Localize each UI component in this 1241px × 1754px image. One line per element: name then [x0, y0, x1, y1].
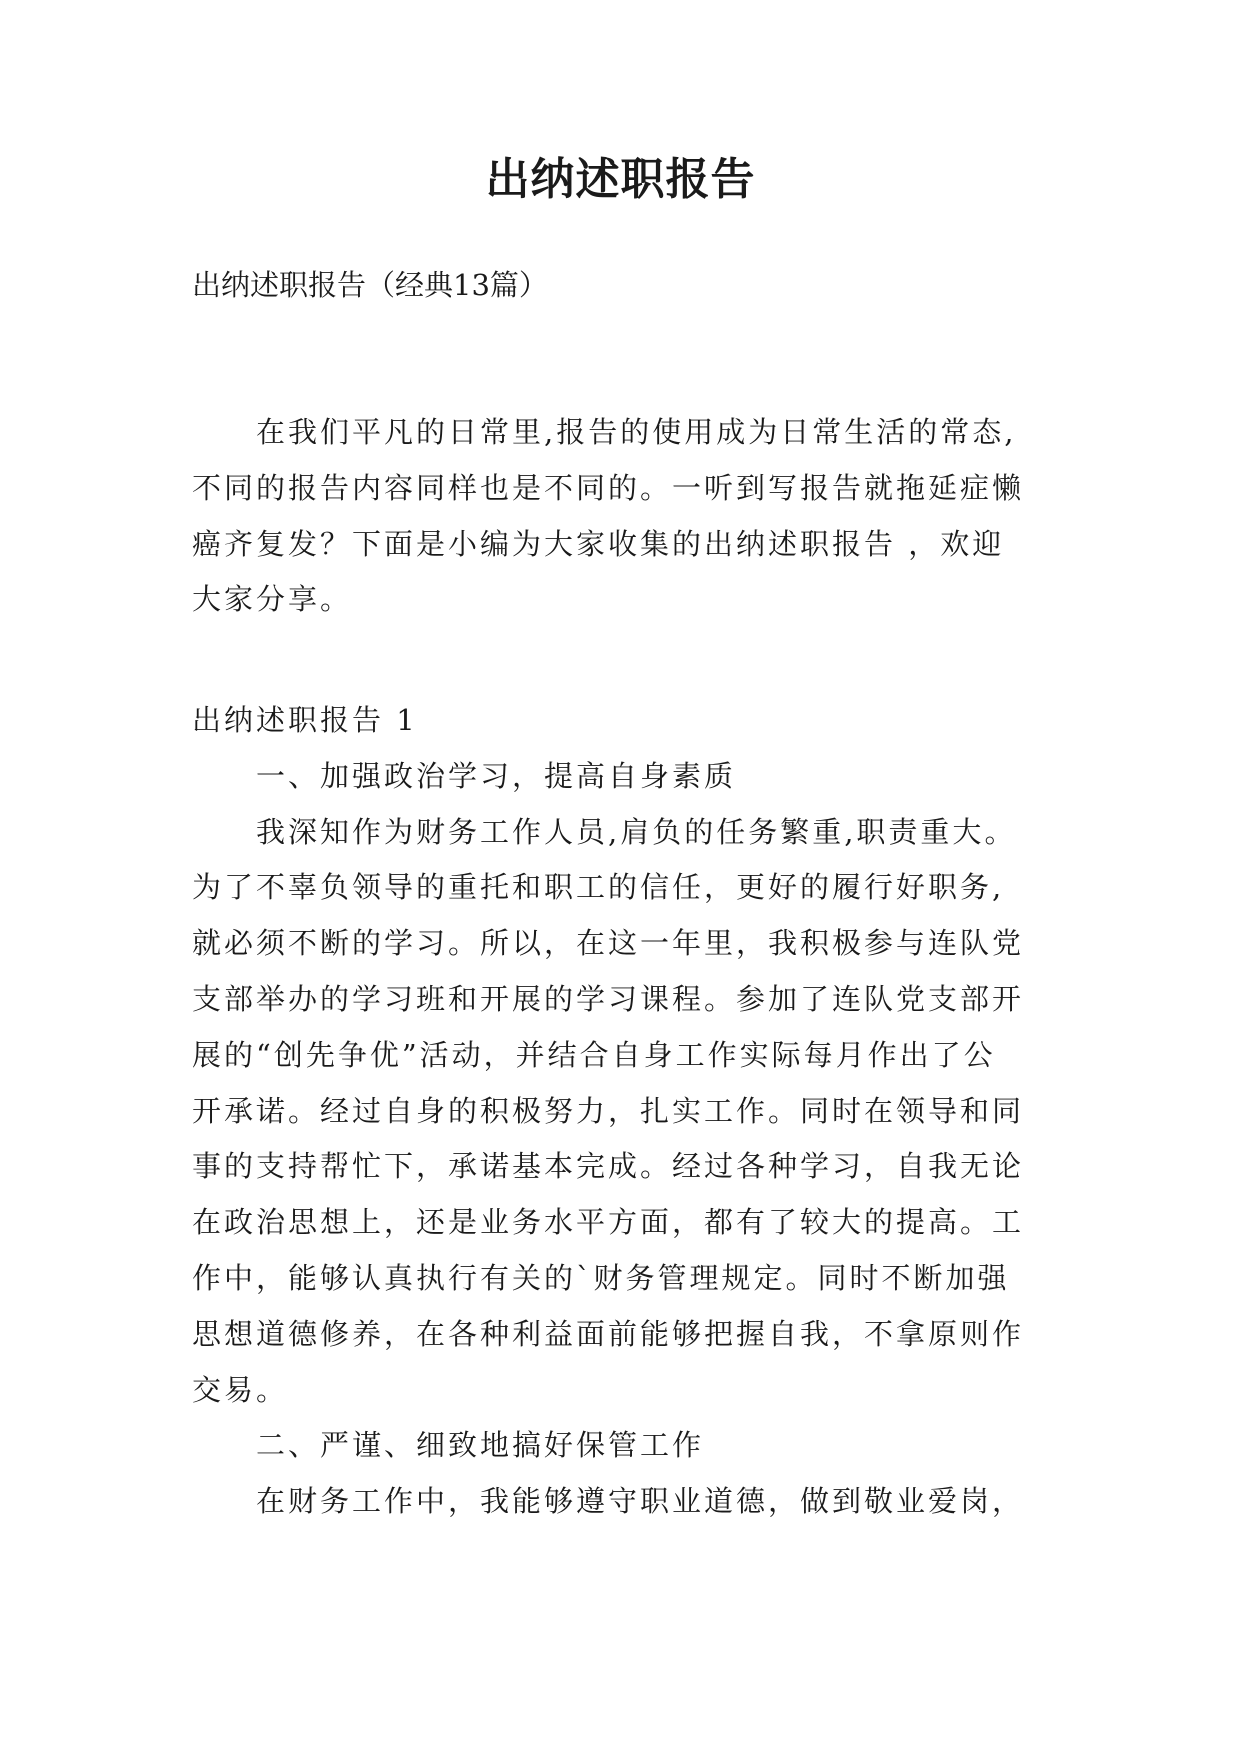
intro-line: 不同的报告内容同样也是不同的。一听到写报告就拖延症懒: [192, 470, 1025, 505]
paragraph-2-line: 在财务工作中，我能够遵守职业道德，做到敬业爱岗，: [256, 1484, 1025, 1519]
document-title: 出纳述职报告: [485, 154, 756, 205]
intro-line: 大家分享。: [192, 582, 353, 617]
paragraph-1-line: 我深知作为财务工作人员,肩负的任务繁重,职责重大。: [256, 814, 1017, 849]
paragraph-1-line: 为了不辜负领导的重托和职工的信任，更好的履行好职务,: [192, 870, 1005, 905]
paragraph-1-line: 开承诺。经过自身的积极努力，扎实工作。同时在领导和同: [192, 1093, 1025, 1128]
paragraph-1-line: 事的支持帮忙下，承诺基本完成。经过各种学习，自我无论: [192, 1149, 1025, 1184]
paragraph-1-line: 交易。: [192, 1372, 289, 1407]
paragraph-1-line: 作中，能够认真执行有关的`财务管理规定。同时不断加强: [192, 1260, 1010, 1295]
paragraph-1-line: 思想道德修养，在各种利益面前能够把握自我，不拿原则作: [192, 1316, 1025, 1351]
paragraph-1-line: 就必须不断的学习。所以，在这一年里，我积极参与连队党: [192, 926, 1025, 961]
document-subtitle: 出纳述职报告（经典13篇）: [192, 268, 548, 302]
paragraph-1-line: 展的“创先争优”活动，并结合自身工作实际每月作出了公: [192, 1037, 996, 1072]
paragraph-1-line: 支部举办的学习班和开展的学习课程。参加了连队党支部开: [192, 981, 1025, 1016]
subheading-2: 二、严谨、细致地搞好保管工作: [256, 1428, 705, 1463]
section-1: [192, 693, 1072, 1530]
intro-line: 在我们平凡的日常里,报告的使用成为日常生活的常态,: [256, 415, 1017, 449]
paragraph-1-line: 在政治思想上，还是业务水平方面，都有了较大的提高。工: [192, 1205, 1025, 1240]
intro-paragraph: [192, 405, 1072, 628]
subheading-1: 一、加强政治学习，提高自身素质: [256, 758, 737, 793]
section-heading: 出纳述职报告 1: [192, 703, 418, 737]
intro-line: 癌齐复发？下面是小编为大家收集的出纳述职报告 ，欢迎: [192, 526, 1005, 561]
